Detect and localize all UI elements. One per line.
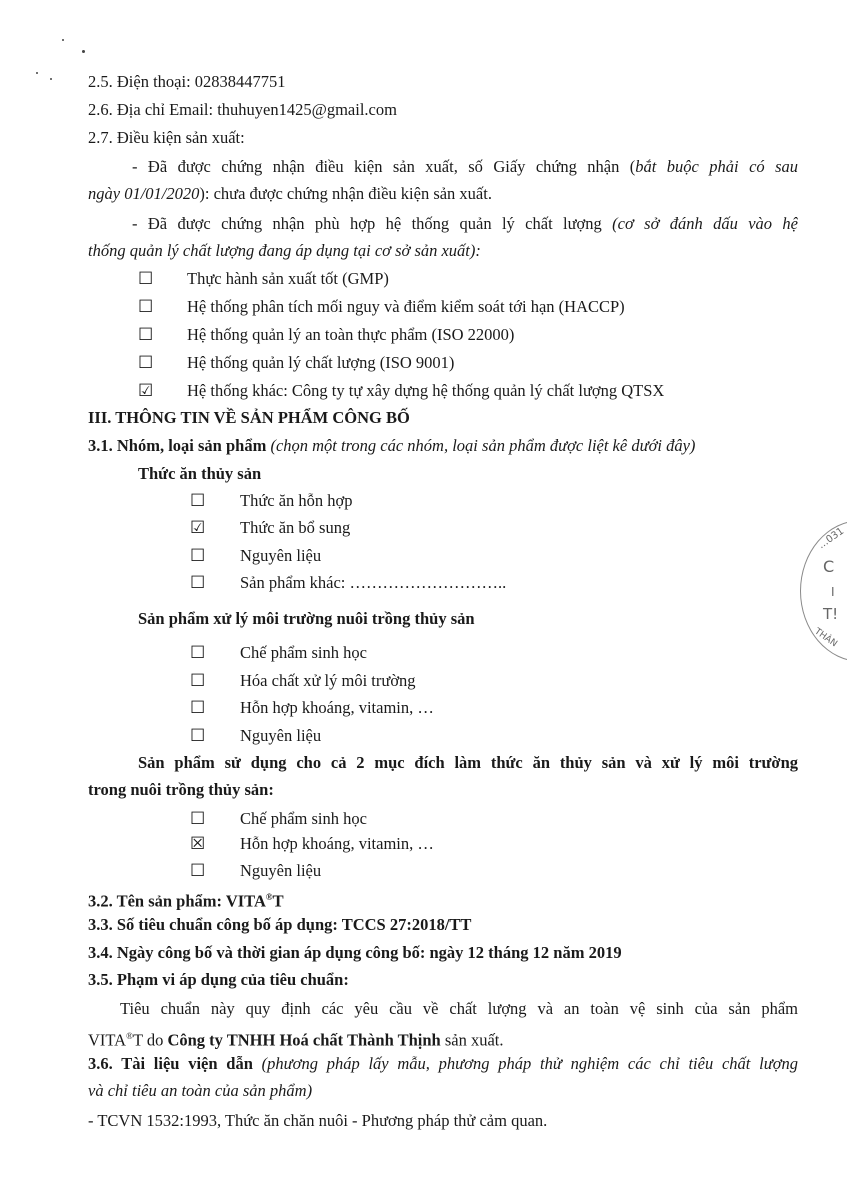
option-label: Nguyên liệu [240, 546, 322, 565]
company-seal: ...031 C I T! THÀN [800, 520, 847, 662]
group-dual-purpose-title-1: Sản phẩm sử dụng cho cả 2 mục đích làm thức ăn thủy sản và xử lý môi trường [138, 753, 798, 772]
certification-line-2: ngày 01/01/2020): chưa được chứng nhận điều kiện sản xuất. [88, 184, 492, 203]
qms-line-2: thống quản lý chất lượng đang áp dụng tại cơ sở sản xuất): [88, 241, 481, 260]
scope-line-2: VITA®T do Công ty TNHH Hoá chất Thành Thịnh sản xuất. [88, 1030, 504, 1050]
checkbox-marked-icon: ☒ [190, 834, 206, 853]
checkbox-icon: ☐ [190, 861, 206, 880]
option-label: Hệ thống khác: Công ty tự xây dựng hệ thống quản lý chất lượng QTSX [187, 381, 665, 400]
checkbox-icon: ☐ [190, 573, 206, 592]
checkbox-icon: ☐ [190, 643, 206, 662]
group-aquafeed-title: Thức ăn thủy sản [138, 464, 262, 483]
option-label: Hỗn hợp khoáng, vitamin, … [240, 698, 434, 717]
option-label: Hỗn hợp khoáng, vitamin, … [240, 834, 434, 853]
email-line: 2.6. Địa chỉ Email: thuhuyen1425@gmail.com [88, 100, 397, 119]
checkbox-icon: ☐ [138, 325, 154, 344]
checkbox-icon: ☐ [138, 269, 154, 288]
checkbox-icon: ☐ [190, 726, 206, 745]
option-label: Chế phẩm sinh học [240, 643, 367, 662]
checkbox-icon: ☐ [190, 809, 206, 828]
option-label: Thực hành sản xuất tốt (GMP) [187, 269, 389, 288]
production-conditions-line: 2.7. Điều kiện sản xuất: [88, 128, 245, 147]
option-label: Chế phẩm sinh học [240, 809, 367, 828]
standard-number-line: 3.3. Số tiêu chuẩn công bố áp dụng: TCCS 27:2018/TT [88, 915, 472, 934]
scan-speck [50, 78, 52, 80]
group-environment-title: Sản phẩm xử lý môi trường nuôi trồng thủy sản [138, 609, 475, 628]
checkbox-icon: ☐ [190, 491, 206, 510]
section-3-heading: III. THÔNG TIN VỀ SẢN PHẨM CÔNG BỐ [88, 408, 410, 427]
option-label: Hệ thống quản lý an toàn thực phẩm (ISO 22000) [187, 325, 515, 344]
option-label: Thức ăn hỗn hợp [240, 491, 353, 510]
option-label: Hệ thống phân tích mối nguy và điểm kiểm soát tới hạn (HACCP) [187, 297, 625, 316]
option-label: Sản phẩm khác: ……………………….. [240, 573, 507, 592]
scan-speck [82, 50, 85, 53]
certification-line-1: - Đã được chứng nhận điều kiện sản xuất, số Giấy chứng nhận (bắt buộc phải có sau [132, 157, 798, 176]
checkbox-icon: ☐ [190, 546, 206, 565]
announcement-date-line: 3.4. Ngày công bố và thời gian áp dụng công bố: ngày 12 tháng 12 năm 2019 [88, 943, 622, 962]
option-label: Hệ thống quản lý chất lượng (ISO 9001) [187, 353, 455, 372]
checkbox-icon: ☐ [138, 353, 154, 372]
product-name-line: 3.2. Tên sản phẩm: VITA®T [88, 891, 284, 911]
checkbox-icon: ☐ [190, 671, 206, 690]
scope-line-1: Tiêu chuẩn này quy định các yêu cầu về chất lượng và an toàn vệ sinh của sản phẩm [120, 999, 798, 1018]
option-label: Nguyên liệu [240, 861, 322, 880]
scan-speck [62, 39, 64, 41]
reference-item: - TCVN 1532:1993, Thức ăn chăn nuôi - Phương pháp thử cảm quan. [88, 1111, 548, 1130]
references-line-2: và chỉ tiêu an toàn của sản phẩm) [88, 1081, 313, 1100]
checkbox-icon: ☐ [138, 297, 154, 316]
checkbox-checked-icon: ☑ [138, 381, 154, 400]
phone-line: 2.5. Điện thoại: 02838447751 [88, 72, 286, 91]
product-group-line: 3.1. Nhóm, loại sản phẩm (chọn một trong các nhóm, loại sản phẩm được liệt kê dưới đây) [88, 436, 696, 455]
qms-line-1: - Đã được chứng nhận phù hợp hệ thống quản lý chất lượng (cơ sở đánh dấu vào hệ [132, 214, 799, 233]
option-label: Hóa chất xử lý môi trường [240, 671, 416, 690]
checkbox-checked-icon: ☑ [190, 518, 206, 537]
scope-heading: 3.5. Phạm vi áp dụng của tiêu chuẩn: [88, 970, 349, 989]
checkbox-icon: ☐ [190, 698, 206, 717]
scan-speck [36, 72, 38, 74]
references-line-1: 3.6. Tài liệu viện dẫn (phương pháp lấy mẫu, phương pháp thử nghiệm các chỉ tiêu chất lượng [88, 1054, 798, 1073]
option-label: Nguyên liệu [240, 726, 322, 745]
group-dual-purpose-title-2: trong nuôi trồng thủy sản: [88, 780, 274, 799]
option-label: Thức ăn bổ sung [240, 518, 351, 537]
